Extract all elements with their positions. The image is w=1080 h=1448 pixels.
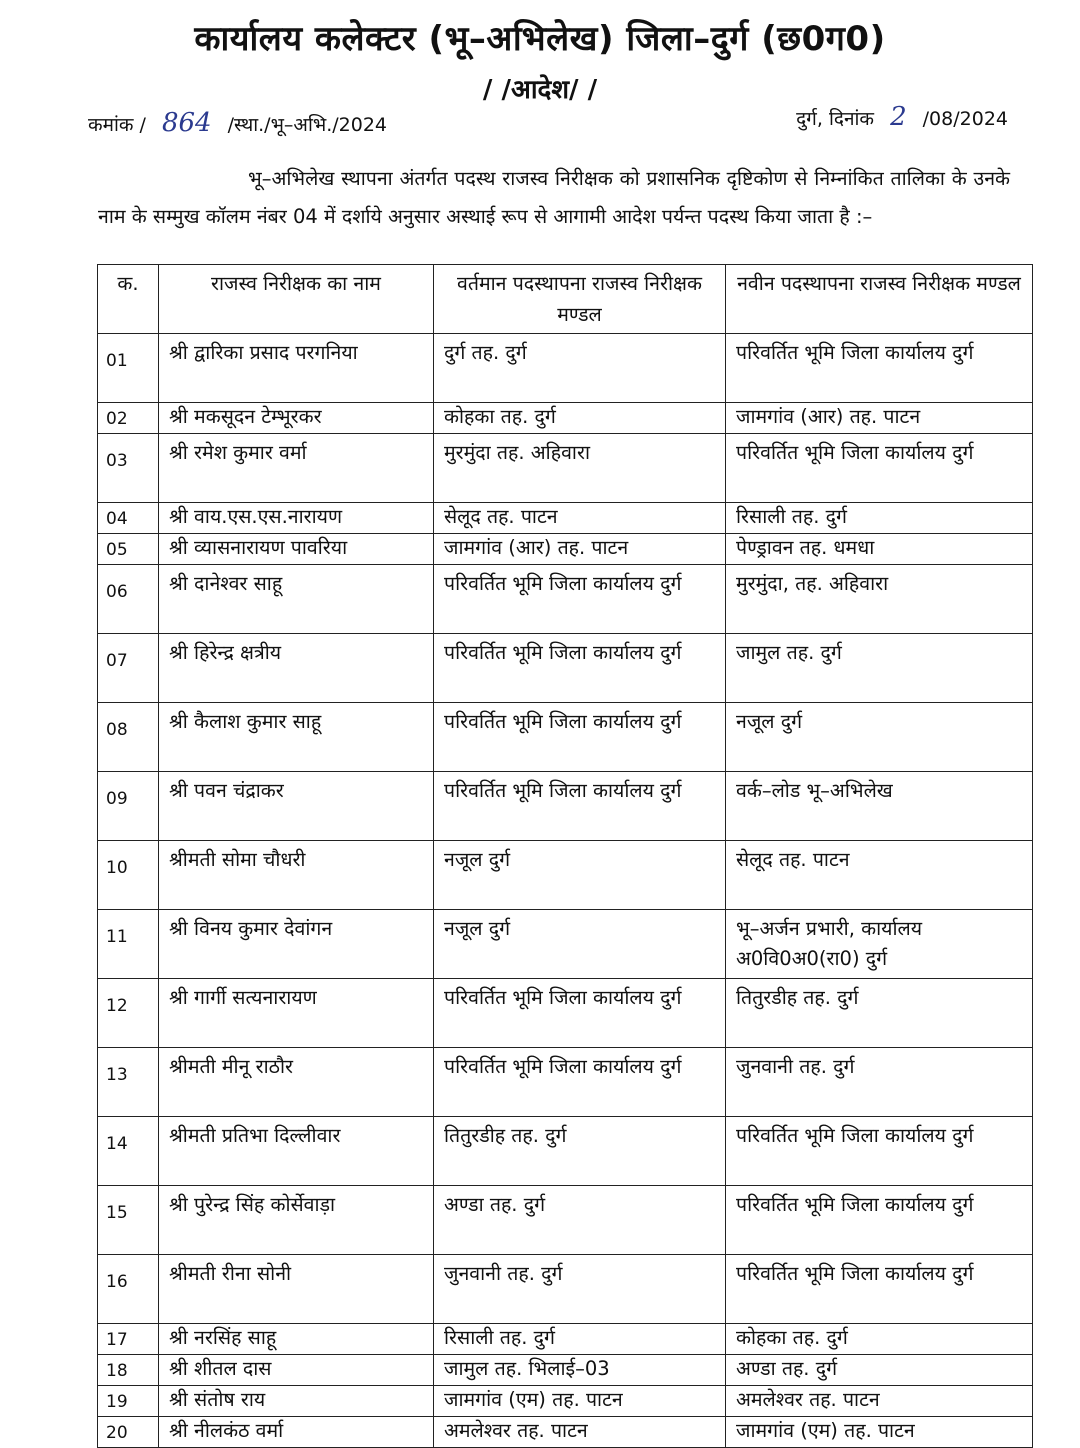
reference-number: 864: [161, 108, 212, 138]
cell-current-posting: कोहका तह. दुर्ग: [434, 403, 726, 434]
cell-serial: 11: [98, 910, 159, 979]
cell-new-posting: परिवर्तित भूमि जिला कार्यालय दुर्ग: [726, 334, 1033, 403]
cell-name: श्री गार्गी सत्यनारायण: [159, 979, 434, 1048]
cell-new-posting: जामगांव (एम) तह. पाटन: [726, 1417, 1033, 1448]
cell-new-posting: अमलेश्वर तह. पाटन: [726, 1386, 1033, 1417]
cell-serial: 01: [98, 334, 159, 403]
cell-current-posting: अण्डा तह. दुर्ग: [434, 1186, 726, 1255]
table-row: [98, 403, 1033, 434]
cell-serial: 13: [98, 1048, 159, 1117]
table-row: [98, 334, 1033, 403]
cell-new-posting: नजूल दुर्ग: [726, 703, 1033, 772]
cell-current-posting: रिसाली तह. दुर्ग: [434, 1324, 726, 1355]
cell-new-posting: अण्डा तह. दुर्ग: [726, 1355, 1033, 1386]
cell-serial: 12: [98, 979, 159, 1048]
cell-new-posting: परिवर्तित भूमि जिला कार्यालय दुर्ग: [726, 1117, 1033, 1186]
cell-current-posting: सेलूद तह. पाटन: [434, 503, 726, 534]
cell-new-posting: रिसाली तह. दुर्ग: [726, 503, 1033, 534]
cell-new-posting: जामगांव (आर) तह. पाटन: [726, 403, 1033, 434]
cell-new-posting: जामुल तह. दुर्ग: [726, 634, 1033, 703]
intro-text: भू–अभिलेख स्थापना अंतर्गत पदस्थ राजस्व निरीक्षक को प्रशासनिक दृष्टिकोण से निम्नांकित तालिका के उनके नाम के सम्मुख कॉलम नंबर 04 में दर्शाये अनुसार अस्थाई रूप से आगामी आदेश पर्यन्त पदस्थ किया जाता है :–: [98, 167, 1010, 228]
table-row: [98, 634, 1033, 703]
table-row: [98, 565, 1033, 634]
date-month-year: /08/2024: [922, 108, 1008, 130]
cell-new-posting: परिवर्तित भूमि जिला कार्यालय दुर्ग: [726, 434, 1033, 503]
cell-serial: 14: [98, 1117, 159, 1186]
cell-new-posting: परिवर्तित भूमि जिला कार्यालय दुर्ग: [726, 1255, 1033, 1324]
cell-name: श्री दानेश्वर साहू: [159, 565, 434, 634]
table-row: [98, 503, 1033, 534]
table-row: [98, 534, 1033, 565]
cell-name: श्री वाय.एस.एस.नारायण: [159, 503, 434, 534]
cell-serial: 18: [98, 1355, 159, 1386]
cell-new-posting: सेलूद तह. पाटन: [726, 841, 1033, 910]
cell-name: श्री पुरेन्द्र सिंह कोर्सेवाड़ा: [159, 1186, 434, 1255]
cell-name: श्री पवन चंद्राकर: [159, 772, 434, 841]
cell-name: श्री संतोष राय: [159, 1386, 434, 1417]
cell-current-posting: जुनवानी तह. दुर्ग: [434, 1255, 726, 1324]
cell-new-posting: परिवर्तित भूमि जिला कार्यालय दुर्ग: [726, 1186, 1033, 1255]
table-row: [98, 979, 1033, 1048]
cell-name: श्री नरसिंह साहू: [159, 1324, 434, 1355]
table-row: [98, 841, 1033, 910]
cell-serial: 06: [98, 565, 159, 634]
intro-paragraph: [98, 160, 1010, 236]
cell-name: श्रीमती प्रतिभा दिल्लीवार: [159, 1117, 434, 1186]
cell-name: श्री नीलकंठ वर्मा: [159, 1417, 434, 1448]
cell-name: श्री शीतल दास: [159, 1355, 434, 1386]
cell-current-posting: जामुल तह. भिलाई–03: [434, 1355, 726, 1386]
cell-new-posting: पेण्ड्रावन तह. धमधा: [726, 534, 1033, 565]
table-row: [98, 1255, 1033, 1324]
table-row: [98, 1324, 1033, 1355]
column-header-current-posting: वर्तमान पदस्थापना राजस्व निरीक्षक मण्डल: [434, 265, 726, 334]
column-header-new-posting: नवीन पदस्थापना राजस्व निरीक्षक मण्डल: [726, 265, 1033, 334]
table-row: [98, 1417, 1033, 1448]
cell-new-posting: कोहका तह. दुर्ग: [726, 1324, 1033, 1355]
reference-line: [88, 102, 1008, 136]
cell-current-posting: जामगांव (आर) तह. पाटन: [434, 534, 726, 565]
cell-serial: 08: [98, 703, 159, 772]
cell-current-posting: परिवर्तित भूमि जिला कार्यालय दुर्ग: [434, 565, 726, 634]
cell-serial: 10: [98, 841, 159, 910]
cell-serial: 07: [98, 634, 159, 703]
cell-name: श्री कैलाश कुमार साहू: [159, 703, 434, 772]
table-row: [98, 1117, 1033, 1186]
cell-name: श्री द्वारिका प्रसाद परगनिया: [159, 334, 434, 403]
cell-serial: 15: [98, 1186, 159, 1255]
cell-current-posting: परिवर्तित भूमि जिला कार्यालय दुर्ग: [434, 634, 726, 703]
cell-name: श्री व्यासनारायण पावरिया: [159, 534, 434, 565]
cell-new-posting: भू–अर्जन प्रभारी, कार्यालय अ0वि0अ0(रा0) दुर्ग: [726, 910, 1033, 979]
column-header-serial: क.: [98, 265, 159, 334]
cell-serial: 20: [98, 1417, 159, 1448]
cell-name: श्री हिरेन्द्र क्षत्रीय: [159, 634, 434, 703]
reference-label: कमांक /: [88, 114, 146, 136]
cell-current-posting: तितुरडीह तह. दुर्ग: [434, 1117, 726, 1186]
cell-new-posting: जुनवानी तह. दुर्ग: [726, 1048, 1033, 1117]
cell-current-posting: दुर्ग तह. दुर्ग: [434, 334, 726, 403]
cell-serial: 16: [98, 1255, 159, 1324]
order-heading: / /आदेश/ /: [482, 75, 598, 105]
table-row: [98, 1186, 1033, 1255]
cell-current-posting: परिवर्तित भूमि जिला कार्यालय दुर्ग: [434, 703, 726, 772]
table-row: [98, 1386, 1033, 1417]
cell-name: श्री विनय कुमार देवांगन: [159, 910, 434, 979]
reference-number-block: [88, 108, 387, 138]
cell-name: श्रीमती रीना सोनी: [159, 1255, 434, 1324]
cell-name: श्री मकसूदन टेम्भूरकर: [159, 403, 434, 434]
table-header-row: [98, 265, 1033, 334]
cell-name: श्री रमेश कुमार वर्मा: [159, 434, 434, 503]
posting-table: [97, 264, 1033, 1448]
date-block: [796, 102, 1008, 132]
cell-new-posting: तितुरडीह तह. दुर्ग: [726, 979, 1033, 1048]
cell-current-posting: मुरमुंदा तह. अहिवारा: [434, 434, 726, 503]
table-row: [98, 1048, 1033, 1117]
cell-current-posting: जामगांव (एम) तह. पाटन: [434, 1386, 726, 1417]
table-row: [98, 434, 1033, 503]
cell-serial: 05: [98, 534, 159, 565]
cell-serial: 09: [98, 772, 159, 841]
date-label: दुर्ग, दिनांक: [796, 108, 875, 130]
cell-new-posting: मुरमुंदा, तह. अहिवारा: [726, 565, 1033, 634]
cell-current-posting: परिवर्तित भूमि जिला कार्यालय दुर्ग: [434, 772, 726, 841]
cell-current-posting: अमलेश्वर तह. पाटन: [434, 1417, 726, 1448]
cell-serial: 03: [98, 434, 159, 503]
cell-serial: 19: [98, 1386, 159, 1417]
cell-current-posting: परिवर्तित भूमि जिला कार्यालय दुर्ग: [434, 1048, 726, 1117]
cell-new-posting: वर्क–लोड भू–अभिलेख: [726, 772, 1033, 841]
table-body: [98, 334, 1033, 1448]
reference-suffix: /स्था./भू–अभि./2024: [227, 114, 388, 136]
table-row: [98, 703, 1033, 772]
table-row: [98, 772, 1033, 841]
table-row: [98, 910, 1033, 979]
cell-name: श्रीमती सोमा चौधरी: [159, 841, 434, 910]
office-title: कार्यालय कलेक्टर (भू–अभिलेख) जिला–दुर्ग (छ0ग0): [194, 19, 886, 59]
cell-serial: 17: [98, 1324, 159, 1355]
cell-current-posting: परिवर्तित भूमि जिला कार्यालय दुर्ग: [434, 979, 726, 1048]
cell-serial: 02: [98, 403, 159, 434]
cell-serial: 04: [98, 503, 159, 534]
column-header-name: राजस्व निरीक्षक का नाम: [159, 265, 434, 334]
cell-name: श्रीमती मीनू राठौर: [159, 1048, 434, 1117]
date-day: 2: [890, 102, 907, 132]
cell-current-posting: नजूल दुर्ग: [434, 841, 726, 910]
cell-current-posting: नजूल दुर्ग: [434, 910, 726, 979]
table-row: [98, 1355, 1033, 1386]
